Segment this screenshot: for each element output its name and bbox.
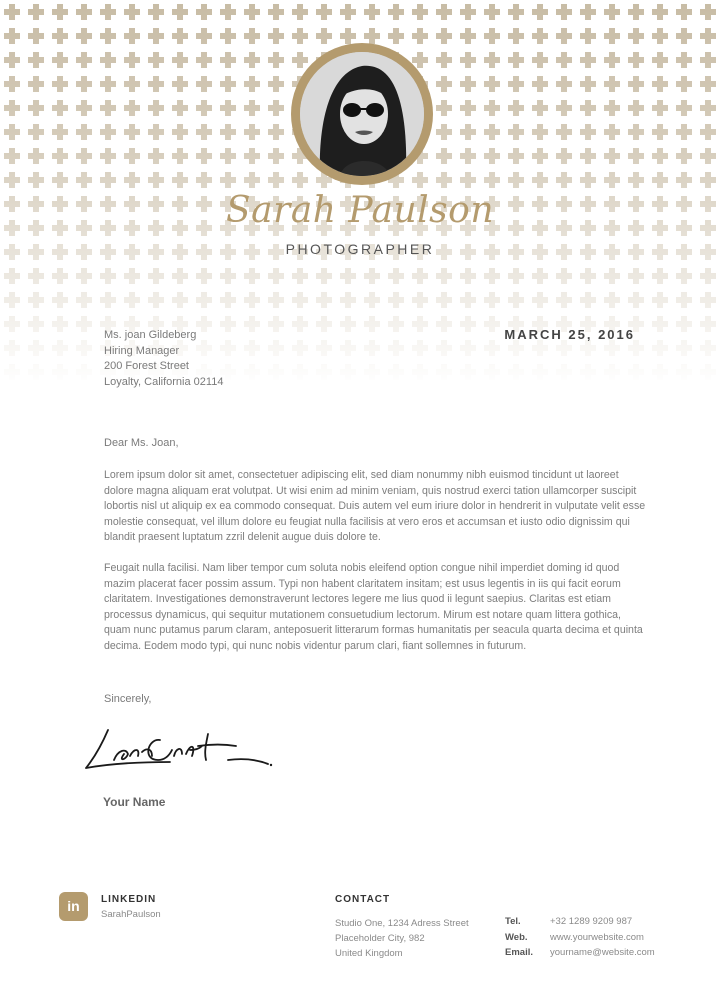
recipient-line: 200 Forest Street [104,360,189,372]
applicant-name: Sarah Paulson [225,190,495,231]
website-link[interactable]: www.yourwebsite.com [550,931,644,943]
body-paragraph: Lorem ipsum dolor sit amet, consectetuer adipiscing elit, sed diam nonummy nibh euismod tincidunt ut laoreet dolore magna aliquam erat volutpat. Ut wisi enim ad minim veniam, quis nostrud exerci tation ullamcorper suscipit lobortis nisl ut aliquip ex ea commodo consequat. Duis autem vel eum iriure dolor in hendrerit in vulputate velit esse molestie consequat, vel illum dolore eu feugiat nulla facilisis at vero eros et accumsan et iusto odio dignissim qui blandit praesent luptatum zzril delenit augue duis dolore te. [104,469,646,544]
contact-address [335,916,469,961]
address-line: Placeholder City, 982 [335,933,425,944]
body-paragraph: Feugait nulla facilisi. Nam liber tempor cum soluta nobis eleifend option congue nihil imperdiet doming id quod mazim placerat facer possim assum. Typi non habent claritatem insitam; est usus legentis in iis qui facit eorum claritatem. Investigationes demonstraverunt lectores legere me lius quod ii legunt saepius. Claritas est etiam processus dynamicus, qui sequitur mutationem consuetudium lectorum. Mirum est notare quam littera gothica, quam nunc putamus parum claram, anteposuerit litterarum formas humanitatis per seacula quarta decima et quinta decima. Eodem modo typi, qui nunc nobis videntur parum clari, fiant sollemnes in futurum. [104,562,643,652]
signer-name: Your Name [103,795,166,809]
applicant-role: PHOTOGRAPHER [285,241,435,257]
contact-details [505,914,655,961]
linkedin-handle[interactable]: SarahPaulson [101,909,161,920]
avatar [300,52,424,176]
contact-row-web [505,930,655,946]
linkedin-label: LINKEDIN [101,894,157,905]
phone-value: +32 1289 9209 987 [550,916,633,927]
recipient-line: Loyalty, California 02114 [104,375,224,388]
salutation: Dear Ms. Joan, [104,437,179,449]
contact-title: CONTACT [335,894,391,905]
address-line: United Kingdom [335,948,403,959]
closing: Sincerely, [104,693,152,705]
recipient-line: Ms. joan Gildeberg [104,329,197,341]
detail-label: Email. [505,947,533,958]
recipient-address [104,328,223,390]
contact-row-email [505,945,655,961]
avatar-photo [300,52,424,176]
contact-row-tel [505,914,655,930]
detail-label: Web. [505,931,528,943]
linkedin-icon[interactable]: in [59,892,88,921]
email-link[interactable]: yourname@website.com [550,947,655,958]
recipient-line: Hiring Manager [104,344,180,357]
signature [78,720,278,780]
detail-label: Tel. [505,916,521,927]
address-line: Studio One, 1234 Adress Street [335,918,469,929]
letter-date: MARCH 25, 2016 [504,327,635,342]
